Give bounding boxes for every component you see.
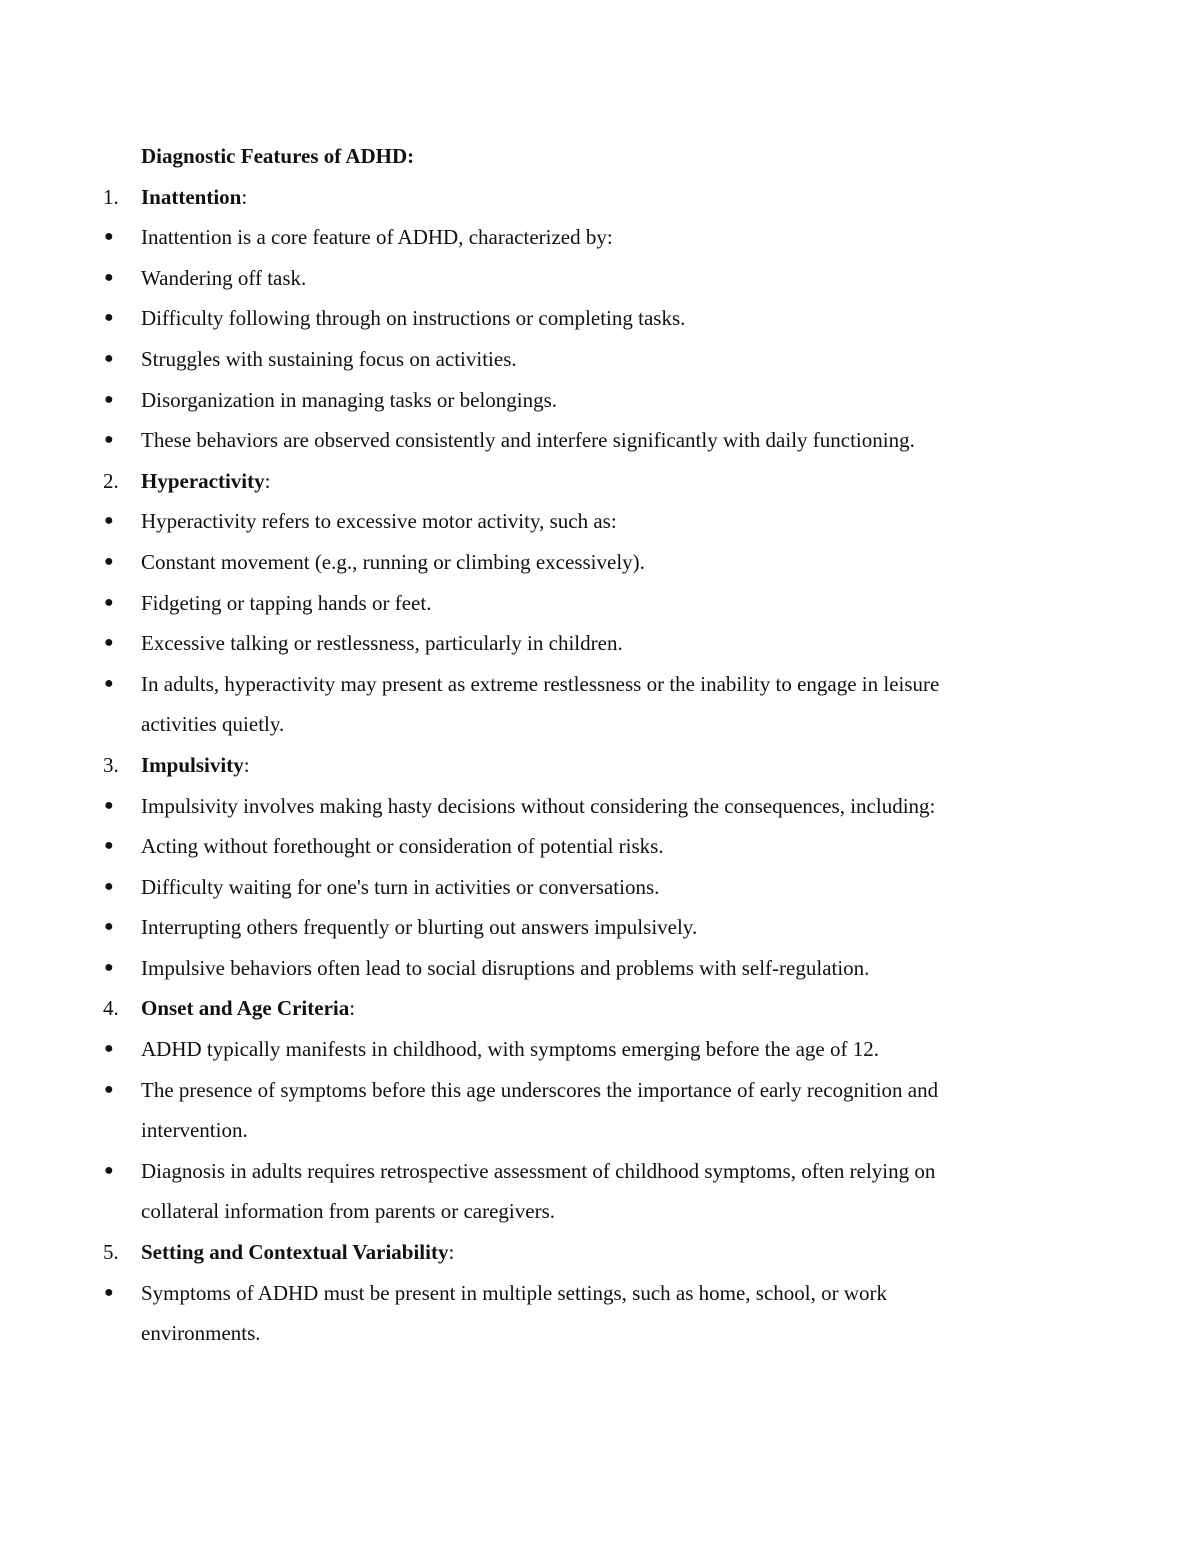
list-item: ● Excessive talking or restlessness, particularly in children. — [0, 623, 1200, 664]
list-item-continuation: collateral information from parents or caregivers. — [141, 1199, 555, 1224]
list-item-continuation: activities quietly. — [141, 712, 285, 737]
section-heading-text: Hyperactivity — [141, 468, 265, 493]
bullet-icon: ● — [104, 309, 114, 327]
section-heading-colon: : — [264, 468, 271, 493]
section-heading-text: Inattention — [141, 184, 242, 209]
list-item: ● Struggles with sustaining focus on activities. — [0, 339, 1200, 380]
section-heading-colon: : — [243, 752, 250, 777]
list-item: ● Inattention is a core feature of ADHD, characterized by: — [0, 217, 1200, 258]
list-item: ● Impulsive behaviors often lead to social disruptions and problems with self-regulation. — [0, 948, 1200, 989]
document-body — [0, 136, 1200, 1354]
list-item: ● The presence of symptoms before this age underscores the importance of early recognition and — [0, 1070, 1200, 1111]
section-heading — [0, 177, 1200, 218]
bullet-icon: ● — [104, 1080, 114, 1098]
bullet-icon: ● — [104, 512, 114, 530]
list-item: ● Wandering off task. — [0, 258, 1200, 299]
bullet-icon: ● — [104, 958, 114, 976]
list-item: ● ADHD typically manifests in childhood, with symptoms emerging before the age of 12. — [0, 1029, 1200, 1070]
section-number: 4. — [103, 996, 119, 1021]
bullet-icon: ● — [104, 1040, 114, 1058]
section-heading-colon: : — [448, 1240, 455, 1265]
list-item: ● Acting without forethought or consideration of potential risks. — [0, 826, 1200, 867]
list-item: ● Interrupting others frequently or blurting out answers impulsively. — [0, 907, 1200, 948]
bullet-icon: ● — [104, 268, 114, 286]
section-heading-text: Impulsivity — [141, 752, 244, 777]
list-item: ● Diagnosis in adults requires retrospective assessment of childhood symptoms, often relying on — [0, 1151, 1200, 1192]
list-item: ● Hyperactivity refers to excessive motor activity, such as: — [0, 501, 1200, 542]
bullet-icon: ● — [104, 431, 114, 449]
list-item-continuation: environments. — [141, 1321, 261, 1346]
section-heading-text: Onset and Age Criteria — [141, 996, 350, 1021]
section-heading-colon: : — [241, 184, 248, 209]
list-item: ● Impulsivity involves making hasty decisions without considering the consequences, including: — [0, 786, 1200, 827]
section-number: 1. — [103, 184, 119, 209]
list-item: ● Fidgeting or tapping hands or feet. — [0, 583, 1200, 624]
list-item: ● These behaviors are observed consistently and interfere significantly with daily functioning. — [0, 420, 1200, 461]
list-item: ● In adults, hyperactivity may present as extreme restlessness or the inability to engage in leisure — [0, 664, 1200, 705]
bullet-icon: ● — [104, 228, 114, 246]
section-number: 5. — [103, 1240, 119, 1265]
list-item-continuation: intervention. — [141, 1118, 248, 1143]
bullet-icon: ● — [104, 593, 114, 611]
list-item: ● Difficulty following through on instructions or completing tasks. — [0, 298, 1200, 339]
bullet-icon: ● — [104, 837, 114, 855]
section-heading-text: Setting and Contextual Variability — [141, 1240, 449, 1265]
section-number: 3. — [103, 752, 119, 777]
bullet-icon: ● — [104, 634, 114, 652]
bullet-icon: ● — [104, 1283, 114, 1301]
section-heading — [0, 745, 1200, 786]
bullet-icon: ● — [104, 1161, 114, 1179]
list-item: ● Disorganization in managing tasks or belongings. — [0, 380, 1200, 421]
section-number: 2. — [103, 468, 119, 493]
section-heading — [0, 988, 1200, 1029]
section-heading — [0, 1232, 1200, 1273]
bullet-icon: ● — [104, 796, 114, 814]
section-heading-colon: : — [349, 996, 356, 1021]
bullet-icon: ● — [104, 918, 114, 936]
document-title: Diagnostic Features of ADHD: — [141, 144, 415, 168]
list-item: ● Constant movement (e.g., running or climbing excessively). — [0, 542, 1200, 583]
bullet-icon: ● — [104, 349, 114, 367]
list-item: ● Difficulty waiting for one's turn in activities or conversations. — [0, 867, 1200, 908]
bullet-icon: ● — [104, 390, 114, 408]
bullet-icon: ● — [104, 674, 114, 692]
list-item: ● Symptoms of ADHD must be present in multiple settings, such as home, school, or work — [0, 1273, 1200, 1314]
bullet-icon: ● — [104, 877, 114, 895]
bullet-icon: ● — [104, 552, 114, 570]
section-heading — [0, 461, 1200, 502]
